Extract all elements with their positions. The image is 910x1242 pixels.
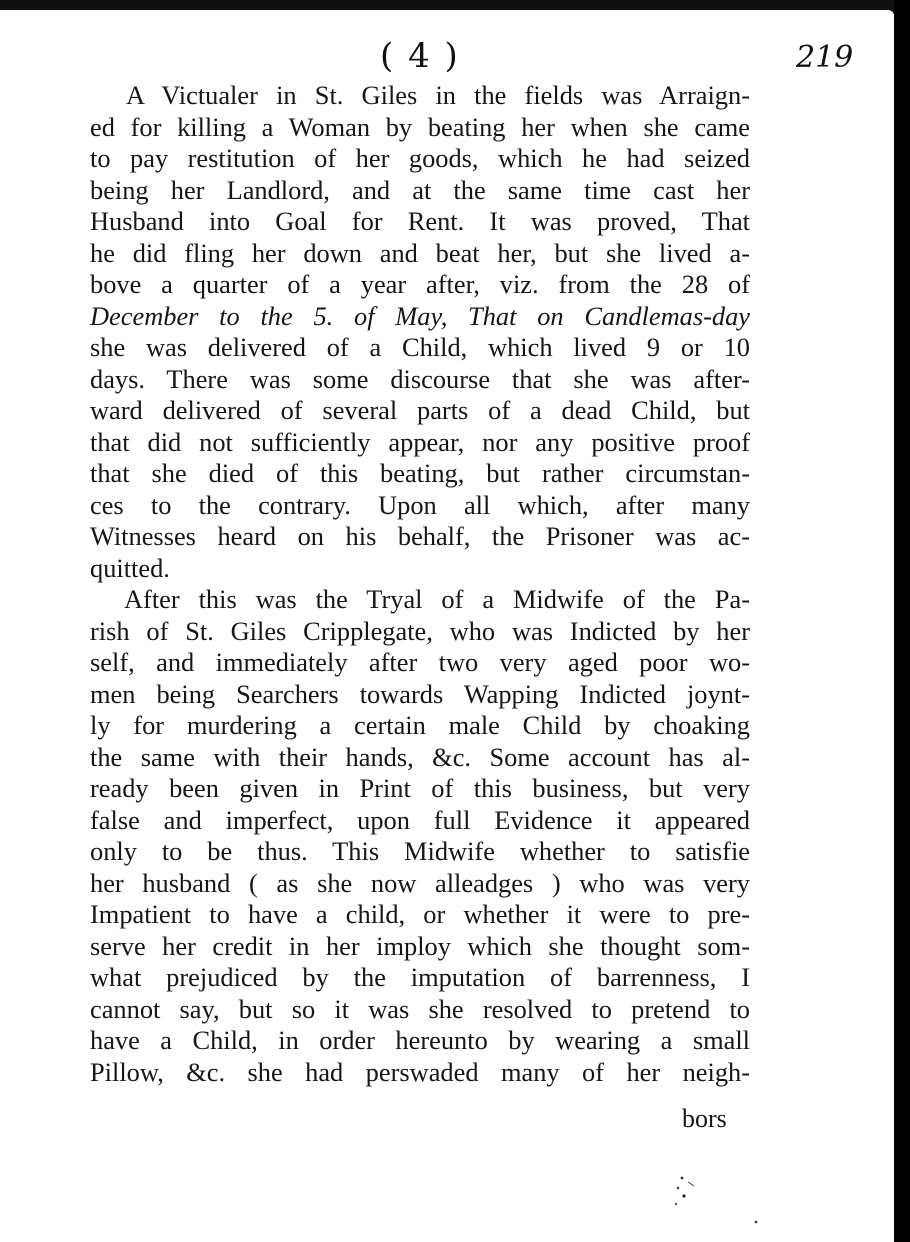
text-line: that she died of this beating, but rather circumstan- bbox=[90, 458, 750, 488]
text-line: Husband into Goal for Rent. It was proved, That bbox=[90, 206, 750, 236]
text-line: cannot say, but so it was she resolved to pretend to bbox=[90, 993, 750, 1024]
text-line: ready been given in Print of this business, but very bbox=[90, 773, 750, 803]
text-line: he did fling her down and beat her, but she lived a- bbox=[90, 237, 750, 268]
text-line: have a Child, in order hereunto by wearing a small bbox=[90, 1025, 750, 1055]
paper-speckle-mark bbox=[660, 1170, 780, 1230]
text-line: what prejudiced by the imputation of barrenness, I bbox=[90, 962, 750, 992]
text-line: Impatient to have a child, or whether it were to pre- bbox=[90, 899, 750, 929]
text-line: bove a quarter of a year after, viz. from the 28 of bbox=[90, 269, 750, 299]
text-line: she was delivered of a Child, which lived 9 or 10 bbox=[90, 332, 750, 362]
page-number: ( 4 ) bbox=[380, 36, 460, 76]
body-text bbox=[90, 80, 750, 1088]
text-line: serve her credit in her imploy which she thought som- bbox=[90, 930, 750, 961]
text-line: to pay restitution of her goods, which he had seized bbox=[90, 143, 750, 173]
text-line: A Victualer in St. Giles in the fields was Arraign- bbox=[126, 80, 750, 110]
handwritten-folio-number: 219 bbox=[796, 40, 854, 75]
text-line: the same with their hands, &c. Some account has al- bbox=[90, 741, 750, 772]
text-line: After this was the Tryal of a Midwife of the Pa- bbox=[124, 584, 750, 614]
text-line: ed for killing a Woman by beating her when she came bbox=[90, 111, 750, 142]
text-line: ward delivered of several parts of a dead Child, but bbox=[90, 395, 750, 425]
text-line: that did not sufficiently appear, nor any positive proof bbox=[90, 426, 750, 457]
text-line: ces to the contrary. Upon all which, after many bbox=[90, 489, 750, 520]
text-line: Pillow, &c. she had perswaded many of her neigh- bbox=[90, 1056, 750, 1087]
text-line: Witnesses heard on his behalf, the Prisoner was ac- bbox=[90, 521, 750, 551]
page-top-edge bbox=[0, 0, 894, 14]
text-line: self, and immediately after two very aged poor wo- bbox=[90, 647, 750, 677]
text-line: ly for murdering a certain male Child by choaking bbox=[90, 710, 750, 740]
scan-border-right bbox=[894, 0, 910, 1242]
catchword: bors bbox=[682, 1104, 727, 1133]
text-line: quitted. bbox=[90, 552, 170, 583]
text-line: her husband ( as she now alleadges ) who was very bbox=[90, 867, 750, 898]
text-line: only to be thus. This Midwife whether to satisfie bbox=[90, 836, 750, 866]
text-line: being her Landlord, and at the same time cast her bbox=[90, 174, 750, 205]
text-line: December to the 5. of May, That on Candlemas-day bbox=[90, 300, 750, 331]
text-line: men being Searchers towards Wapping Indicted joynt- bbox=[90, 678, 750, 709]
page-header bbox=[0, 34, 894, 84]
text-line: rish of St. Giles Cripplegate, who was Indicted by her bbox=[90, 615, 750, 646]
text-line: false and imperfect, upon full Evidence it appeared bbox=[90, 804, 750, 835]
text-line: days. There was some discourse that she was after- bbox=[90, 363, 750, 394]
